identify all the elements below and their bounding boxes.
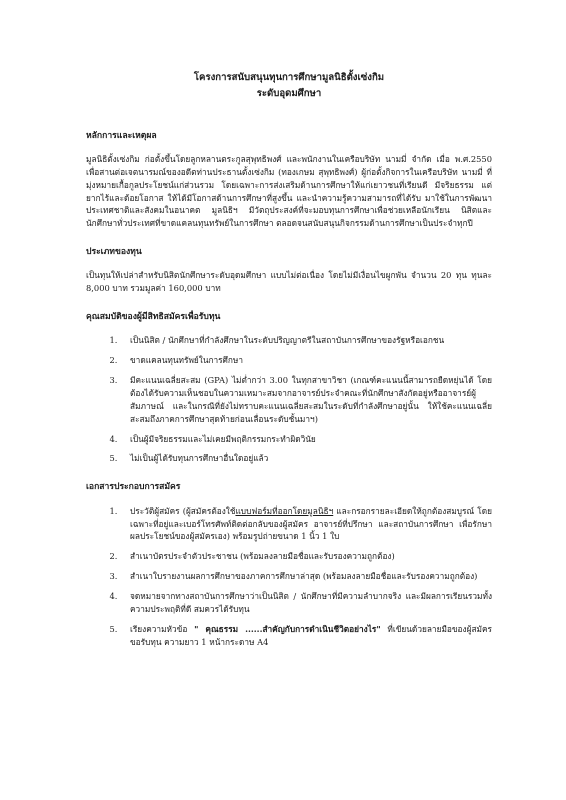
documents-item1-text-start: ประวัติผู้สมัคร (ผู้สมัครต้องใช้ [130,505,236,516]
list-item: 4. เป็นผู้มีจริยธรรมและไม่เคยมีพฤติกรรมกระทำผิดวินัย [120,433,492,446]
application-form-link[interactable]: แบบฟอร์มที่ออกโดยมูลนิธิฯ [235,505,334,516]
documents-item1-text-end: และกรอกรายละเอียดให้ถูกต้องสมบูรณ์ โดยเฉพาะที่อยู่และเบอร์โทรศัพท์ติดต่อกลับของผู้สมัคร อาจารย์ที่ปรึกษา และสถาบันการศึกษา เพื่อรักษาผลประโยชน์ของผู้สมัครเอง) พร้อมรูปถ่ายขนาด 1 นิ้ว 1 ใบ [130,505,492,542]
qualifications-list [86,334,492,465]
document-subtitle: ระดับอุดมศึกษา [256,87,322,99]
section-heading-qualifications: คุณสมบัติของผู้มีสิทธิสมัครเพื่อรับทุน [86,312,221,323]
list-item: 4. จดหมายจากทางสถาบันการศึกษาว่าเป็นนิสิต / นักศึกษาที่มีความลำบากจริง และมีผลการเรียนรวมทั้งความประพฤติที่ดี สมควรได้รับทุน [120,590,492,616]
list-item: 2. สำเนาบัตรประจำตัวประชาชน (พร้อมลงลายมือชื่อและรับรองความถูกต้อง) [120,550,492,563]
documents-item5-text-end: ที่เขียนด้วยลายมือของผู้สมัคร ขอรับทุน ความยาว 1 หน้ากระดาษ A4 [130,623,492,647]
list-item [120,505,492,544]
section-heading-scholarship-type: ประเภทของทุน [86,247,142,258]
list-item: 2. ขาดแคลนทุนทรัพย์ในการศึกษา [120,354,492,367]
rationale-paragraph: มูลนิธิตั้งเซ่งกิม ก่อตั้งขึ้นโดยลูกหลานตระกูลสุพุทธิพงศ์ และพนักงานในเครือบริษัท นามมี่ จำกัด เมื่อ พ.ศ.2550 เพื่อสานต่อเจตนารมณ์ของอดีตท่านประธานตั้งเซ่งกิม (ทองเกษม สุพุทธิพงศ์) ผู้ก่อตั้งกิจการในเครือบริษัท นามมี่ ที่มุ่งหมายเกื้อกูลประโยชน์แก่ส่วนรวม โดยเฉพาะการส่งเสริมด้านการศึกษาให้แก่เยาวชนที่เรียนดี มีจริยธรรม แต่ยากไร้และด้อยโอกาส ให้ได้มีโอกาสด้านการศึกษาที่สูงขึ้น และนำความรู้ความสามารถที่ได้รับ มาใช้ในการพัฒนาประเทศชาติและสังคมในอนาคต มูลนิธิฯ มีวัตถุประสงค์ที่จะมอบทุนการศึกษาเพื่อช่วยเหลือนักเรียน นิสิตและนักศึกษาทั่วประเทศที่ขาดแคลนทุนทรัพย์ในการศึกษา ตลอดจนสนับสนุนกิจกรรมด้านการศึกษาเป็นประจำทุกปี [86,153,492,229]
section-heading-documents: เอกสารประกอบการสมัคร [86,482,181,493]
section-heading-rationale: หลักการและเหตุผล [86,130,157,141]
section-documents [86,481,492,648]
list-item: 3. มีคะแนนเฉลี่ยสะสม (GPA) ไม่ต่ำกว่า 3.00 ในทุกสาขาวิชา (เกณฑ์คะแนนนี้สามารถยืดหยุ่นได้ โดยต้องได้รับความเห็นชอบในความเหมาะสมจากอาจารย์ประจำคณะที่นักศึกษาสังกัดอยู่หรืออาจารย์ผู้สัมภาษณ์ และในกรณีที่ยังไม่ทราบคะแนนเฉลี่ยสะสมในระดับที่กำลังศึกษาอยู่นั้น ให้ใช้คะแนนเฉลี่ยสะสมถึงภาคการศึกษาสุดท้ายก่อนเลื่อนระดับชั้นมาฯ) [120,374,492,425]
documents-list [86,505,492,649]
document-title-block [86,70,492,102]
list-item: 3. สำเนาใบรายงานผลการศึกษาของภาคการศึกษาล่าสุด (พร้อมลงลายมือชื่อและรับรองความถูกต้อง) [120,570,492,583]
section-rationale [86,130,492,230]
section-qualifications [86,311,492,465]
section-scholarship-type [86,246,492,295]
document-title: โครงการสนับสนุนทุนการศึกษามูลนิธิตั้งเซ่งกิม [193,72,385,83]
list-item [120,623,492,649]
list-item: 5. ไม่เป็นผู้ได้รับทุนการศึกษาอื่นใดอยู่แล้ว [120,452,492,465]
scholarship-type-paragraph: เป็นทุนให้เปล่าสำหรับนิสิตนักศึกษาระดับอุดมศึกษา แบบไม่ต่อเนื่อง โดยไม่มีเงื่อนไขผูกพัน จำนวน 20 ทุน ทุนละ 8,000 บาท รวมมูลค่า 160,000 บาท [86,270,492,294]
essay-topic: " คุณธรรม ......สำคัญกับการดำเนินชีวิตอย่างไร" [194,623,381,634]
list-item: 1. เป็นนิสิต / นักศึกษาที่กำลังศึกษาในระดับปริญญาตรีในสถาบันการศึกษาของรัฐหรือเอกชน [120,334,492,347]
documents-item5-text-start: เรียงความหัวข้อ [130,623,195,634]
